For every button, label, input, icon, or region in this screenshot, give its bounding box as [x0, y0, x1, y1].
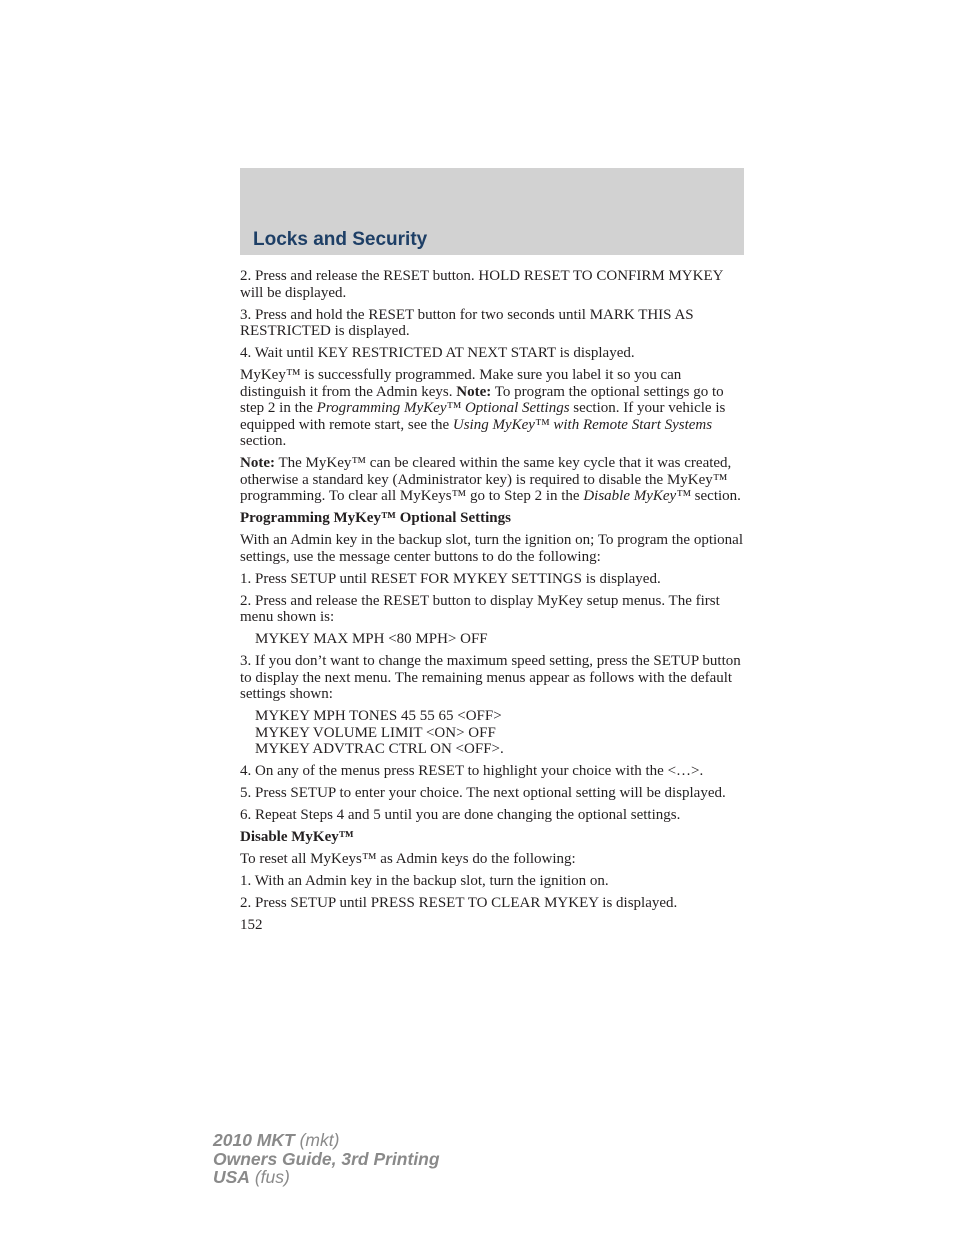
footer-line-edition	[213, 1150, 440, 1169]
section-reference: Using MyKey™ with Remote Start Systems	[452, 416, 713, 433]
page-number: 152	[240, 917, 263, 933]
step-paragraph: 1. Press SETUP until RESET FOR MYKEY SETTINGS is displayed.	[240, 570, 661, 587]
step-paragraph: 5. Press SETUP to enter your choice. The next optional setting will be displayed.	[240, 785, 726, 801]
section-reference: Disable MyKey™	[583, 488, 691, 504]
menu-display-line: MYKEY MPH TONES 45 55 65 <OFF>	[255, 708, 502, 724]
menu-display-line: MYKEY ADVTRAC CTRL ON <OFF>.	[255, 741, 504, 757]
footer-model: 2010 MKT	[213, 1130, 295, 1150]
text-run: section.	[690, 488, 741, 504]
footer-edition: Owners Guide, 3rd Printing	[213, 1148, 440, 1169]
note-label: Note:	[456, 383, 492, 400]
footer-region-code: (fus)	[254, 1167, 290, 1187]
step-paragraph: 2. Press and release the RESET button to display MyKey setup menus. The first menu shown is:	[240, 592, 720, 625]
step-paragraph: 2. Press SETUP until PRESS RESET TO CLEAR MYKEY is displayed.	[240, 895, 678, 911]
text-run: section. If your vehicle is equipped with remote start, see the	[240, 400, 726, 433]
footer-line-region	[213, 1168, 440, 1187]
step-paragraph: 6. Repeat Steps 4 and 5 until you are done changing the optional settings.	[240, 807, 681, 823]
footer-model-code: (mkt)	[299, 1130, 340, 1150]
section-header-band	[240, 168, 744, 255]
subheading-programming: Programming MyKey™ Optional Settings	[240, 510, 511, 526]
page-body	[240, 268, 746, 939]
menu-display-line: MYKEY VOLUME LIMIT <ON> OFF	[255, 724, 496, 741]
menu-display-line: MYKEY MAX MPH <80 MPH> OFF	[255, 631, 488, 647]
section-title: Locks and Security	[253, 229, 428, 250]
footer-region: USA	[213, 1167, 250, 1187]
section-reference: Programming MyKey™ Optional Settings	[316, 400, 570, 416]
document-footer	[213, 1131, 440, 1187]
note-label: Note:	[240, 455, 275, 471]
step-paragraph: 1. With an Admin key in the backup slot, turn the ignition on.	[240, 873, 609, 889]
text-run: The MyKey™ can be cleared within the same key cycle that it was created, otherwise a standard key (Administrator key) is required to disable the MyKey™ programming. To clear all MyKeys™ go to Step 2 in the	[240, 455, 732, 504]
body-paragraph: With an Admin key in the backup slot, turn the ignition on; To program the optional settings, use the message center buttons to do the following:	[240, 532, 743, 565]
body-paragraph	[240, 367, 746, 450]
footer-line-model	[213, 1131, 440, 1150]
step-paragraph: 4. On any of the menus press RESET to highlight your choice with the <…>.	[240, 763, 704, 779]
step-paragraph: 3. Press and hold the RESET button for two seconds until MARK THIS AS RESTRICTED is displayed.	[240, 306, 694, 339]
step-paragraph: 4. Wait until KEY RESTRICTED AT NEXT START is displayed.	[240, 345, 635, 361]
body-paragraph: To reset all MyKeys™ as Admin keys do the following:	[240, 851, 576, 867]
menu-display-list	[240, 631, 746, 648]
text-run: MyKey™ is successfully programmed. Make sure you label it so you can distinguish it from the Admin keys.	[240, 367, 682, 400]
text-run: section.	[240, 433, 287, 449]
subheading-disable: Disable MyKey™	[240, 829, 354, 845]
note-paragraph	[240, 455, 746, 505]
step-paragraph: 2. Press and release the RESET button. HOLD RESET TO CONFIRM MYKEY will be displayed.	[240, 268, 723, 301]
text-run: To program the optional settings go to step 2 in the	[240, 383, 724, 416]
step-paragraph: 3. If you don’t want to change the maximum speed setting, press the SETUP button to display the next menu. The remaining menus appear as follows with the default settings shown:	[240, 653, 741, 702]
menu-display-list	[240, 708, 746, 758]
